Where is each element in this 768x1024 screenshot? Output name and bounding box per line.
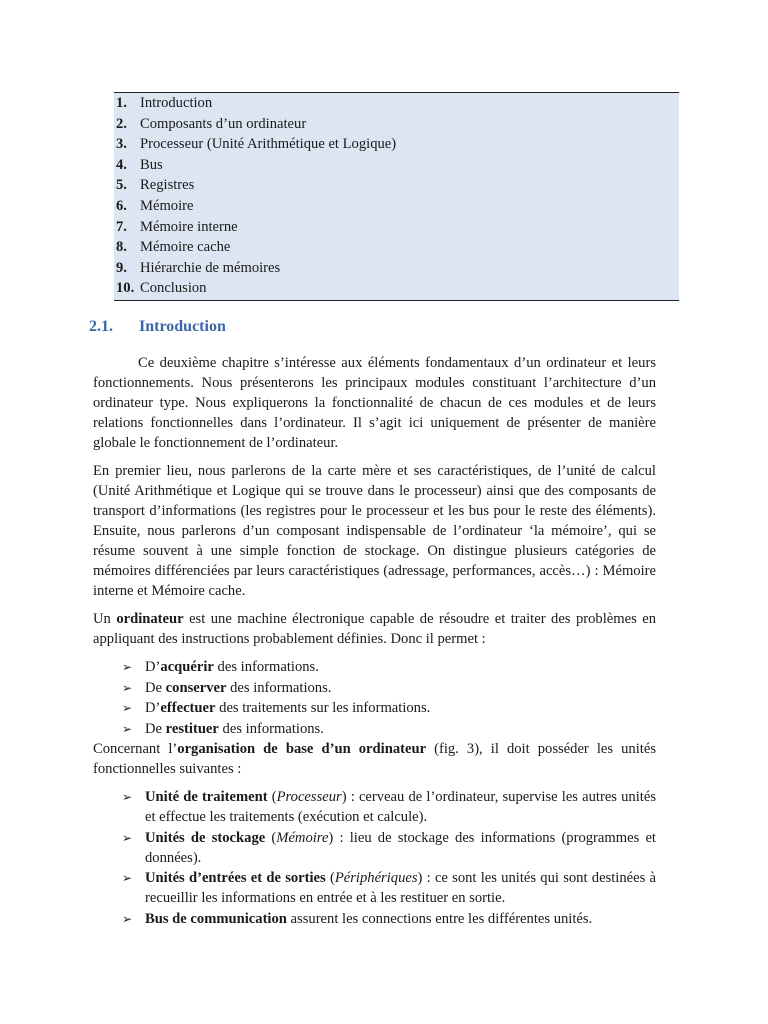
- arrow-bullet-icon: ➢: [122, 911, 133, 926]
- bold-term: restituer: [165, 720, 219, 737]
- bold-term: Unités d’entrées et de sorties: [145, 870, 326, 887]
- toc-item: [114, 237, 679, 258]
- toc-label: Processeur (Unité Arithmétique et Logique): [140, 136, 397, 153]
- toc-number: 1.: [116, 95, 127, 111]
- text-run: des informations.: [213, 659, 319, 675]
- text-run: D’: [145, 659, 161, 675]
- bold-term: Unités de stockage: [145, 829, 266, 846]
- text-run: assurent les connections entre les différentes unités.: [286, 910, 593, 927]
- toc-number: 6.: [116, 197, 127, 214]
- bold-term: Unité de traitement: [145, 789, 268, 805]
- toc-label: Mémoire cache: [140, 239, 231, 256]
- list-item: [122, 698, 656, 719]
- text-run: est une machine électronique capable de résoudre et traiter des problèmes en appliquant des instructions probablement définies. Donc il permet :: [93, 611, 656, 647]
- italic-term: Mémoire: [276, 829, 329, 846]
- paragraph-intro: Ce deuxième chapitre s’intéresse aux éléments fondamentaux d’un ordinateur et leurs fonctionnements. Nous présenterons les principaux modules constituant l’architecture d’un ordinateur type. Nous expliquerons la fonctionnalité de chacun de ces modules et de leurs relations fonctionnelles dans l’ordinateur. Il s’agit ici uniquement de présenter de manière globale le fonctionnement de l’ordinateur.: [93, 355, 656, 451]
- text-run: (: [267, 789, 277, 805]
- arrow-bullet-icon: ➢: [122, 830, 133, 845]
- text-run: D’: [145, 700, 161, 717]
- toc-label: Registres: [140, 177, 195, 194]
- function-list: [122, 657, 656, 739]
- paragraph-organisation: [93, 739, 656, 779]
- text-run: ) : ce sont les unités qui sont destinées à recueillir les informations en entrée et à les restituer en sortie.: [145, 870, 656, 907]
- toc-label: Hiérarchie de mémoires: [140, 259, 281, 276]
- units-list: [122, 787, 656, 929]
- toc-item: [114, 93, 679, 114]
- text-run: (fig. 3), il doit posséder les unités fonctionnelles suivantes :: [93, 741, 656, 777]
- toc-number: 7.: [116, 218, 127, 235]
- toc-number: 4.: [116, 156, 127, 173]
- toc-number: 5.: [116, 177, 127, 194]
- toc-label: Conclusion: [140, 280, 207, 297]
- paragraph-overview: En premier lieu, nous parlerons de la carte mère et ses caractéristiques, de l’unité de calcul (Unité Arithmétique et Logique qui se trouve dans le processeur) ainsi que des composants de transport d’informations (les registres pour le processeur et les bus pour le reste des éléments). Ensuite, nous parlerons d’un composant indispensable de l’ordinateur ‘la mémoire’, qui se résume souvent à une simple fonction de stockage. On distingue plusieurs catégories de mémoires différenciées par leurs caractéristiques (adressage, performances, accès…) : Mémoire interne et Mémoire cache.: [93, 463, 656, 599]
- text-run: De: [145, 679, 166, 696]
- table-of-contents: [114, 92, 679, 301]
- section-heading: [89, 318, 226, 336]
- bold-term: effectuer: [160, 700, 216, 717]
- bold-term: ordinateur: [116, 611, 184, 627]
- list-item: [122, 868, 656, 908]
- toc-item: [114, 175, 679, 196]
- paragraph-definition: [93, 609, 656, 649]
- text-run: (: [325, 870, 335, 887]
- arrow-bullet-icon: ➢: [122, 660, 133, 674]
- section-number: 2.1.: [89, 318, 113, 335]
- toc-number: 2.: [116, 115, 127, 132]
- italic-term: Périphériques: [334, 870, 418, 887]
- list-item: [122, 678, 656, 699]
- text-run: Un: [93, 611, 117, 627]
- toc-label: Composants d’un ordinateur: [140, 115, 307, 132]
- arrow-bullet-icon: ➢: [122, 721, 133, 736]
- bold-term: acquérir: [160, 659, 214, 675]
- text-run: (: [265, 829, 277, 846]
- toc-number: 3.: [116, 136, 127, 153]
- toc-item: [114, 134, 679, 155]
- text-run: ) : cerveau de l’ordinateur, supervise les autres unités et effectue les traitements (exécution et calcule).: [145, 789, 656, 825]
- toc-label: Introduction: [140, 95, 213, 111]
- arrow-bullet-icon: ➢: [122, 701, 133, 716]
- toc-label: Mémoire interne: [140, 218, 238, 235]
- toc-item: [114, 217, 679, 238]
- list-item: [122, 657, 656, 678]
- text-run: Concernant l’: [93, 741, 178, 757]
- toc-label: Mémoire: [140, 197, 194, 214]
- list-item: [122, 828, 656, 868]
- toc-number: 8.: [116, 239, 127, 256]
- toc-item: [114, 258, 679, 279]
- text-run: des informations.: [218, 720, 324, 737]
- arrow-bullet-icon: ➢: [122, 790, 133, 804]
- toc-item: [114, 278, 679, 299]
- section-title: Introduction: [139, 318, 226, 335]
- bold-term: organisation de base d’un ordinateur: [177, 741, 427, 757]
- text-run: des traitements sur les informations.: [215, 700, 431, 717]
- toc-number: 10.: [116, 280, 135, 297]
- text-run: ) : lieu de stockage des informations (programmes et données).: [145, 829, 656, 866]
- list-item: [122, 719, 656, 740]
- arrow-bullet-icon: ➢: [122, 680, 133, 695]
- list-item: [122, 909, 656, 929]
- list-item: [122, 787, 656, 827]
- bold-term: Bus de communication: [145, 910, 287, 927]
- text-run: De: [145, 720, 166, 737]
- text-run: des informations.: [226, 679, 332, 696]
- toc-item: [114, 155, 679, 176]
- toc-label: Bus: [140, 156, 163, 173]
- toc-number: 9.: [116, 259, 127, 276]
- arrow-bullet-icon: ➢: [122, 871, 133, 886]
- bold-term: conserver: [165, 679, 227, 696]
- toc-item: [114, 114, 679, 135]
- toc-item: [114, 196, 679, 217]
- italic-term: Processeur: [276, 789, 342, 805]
